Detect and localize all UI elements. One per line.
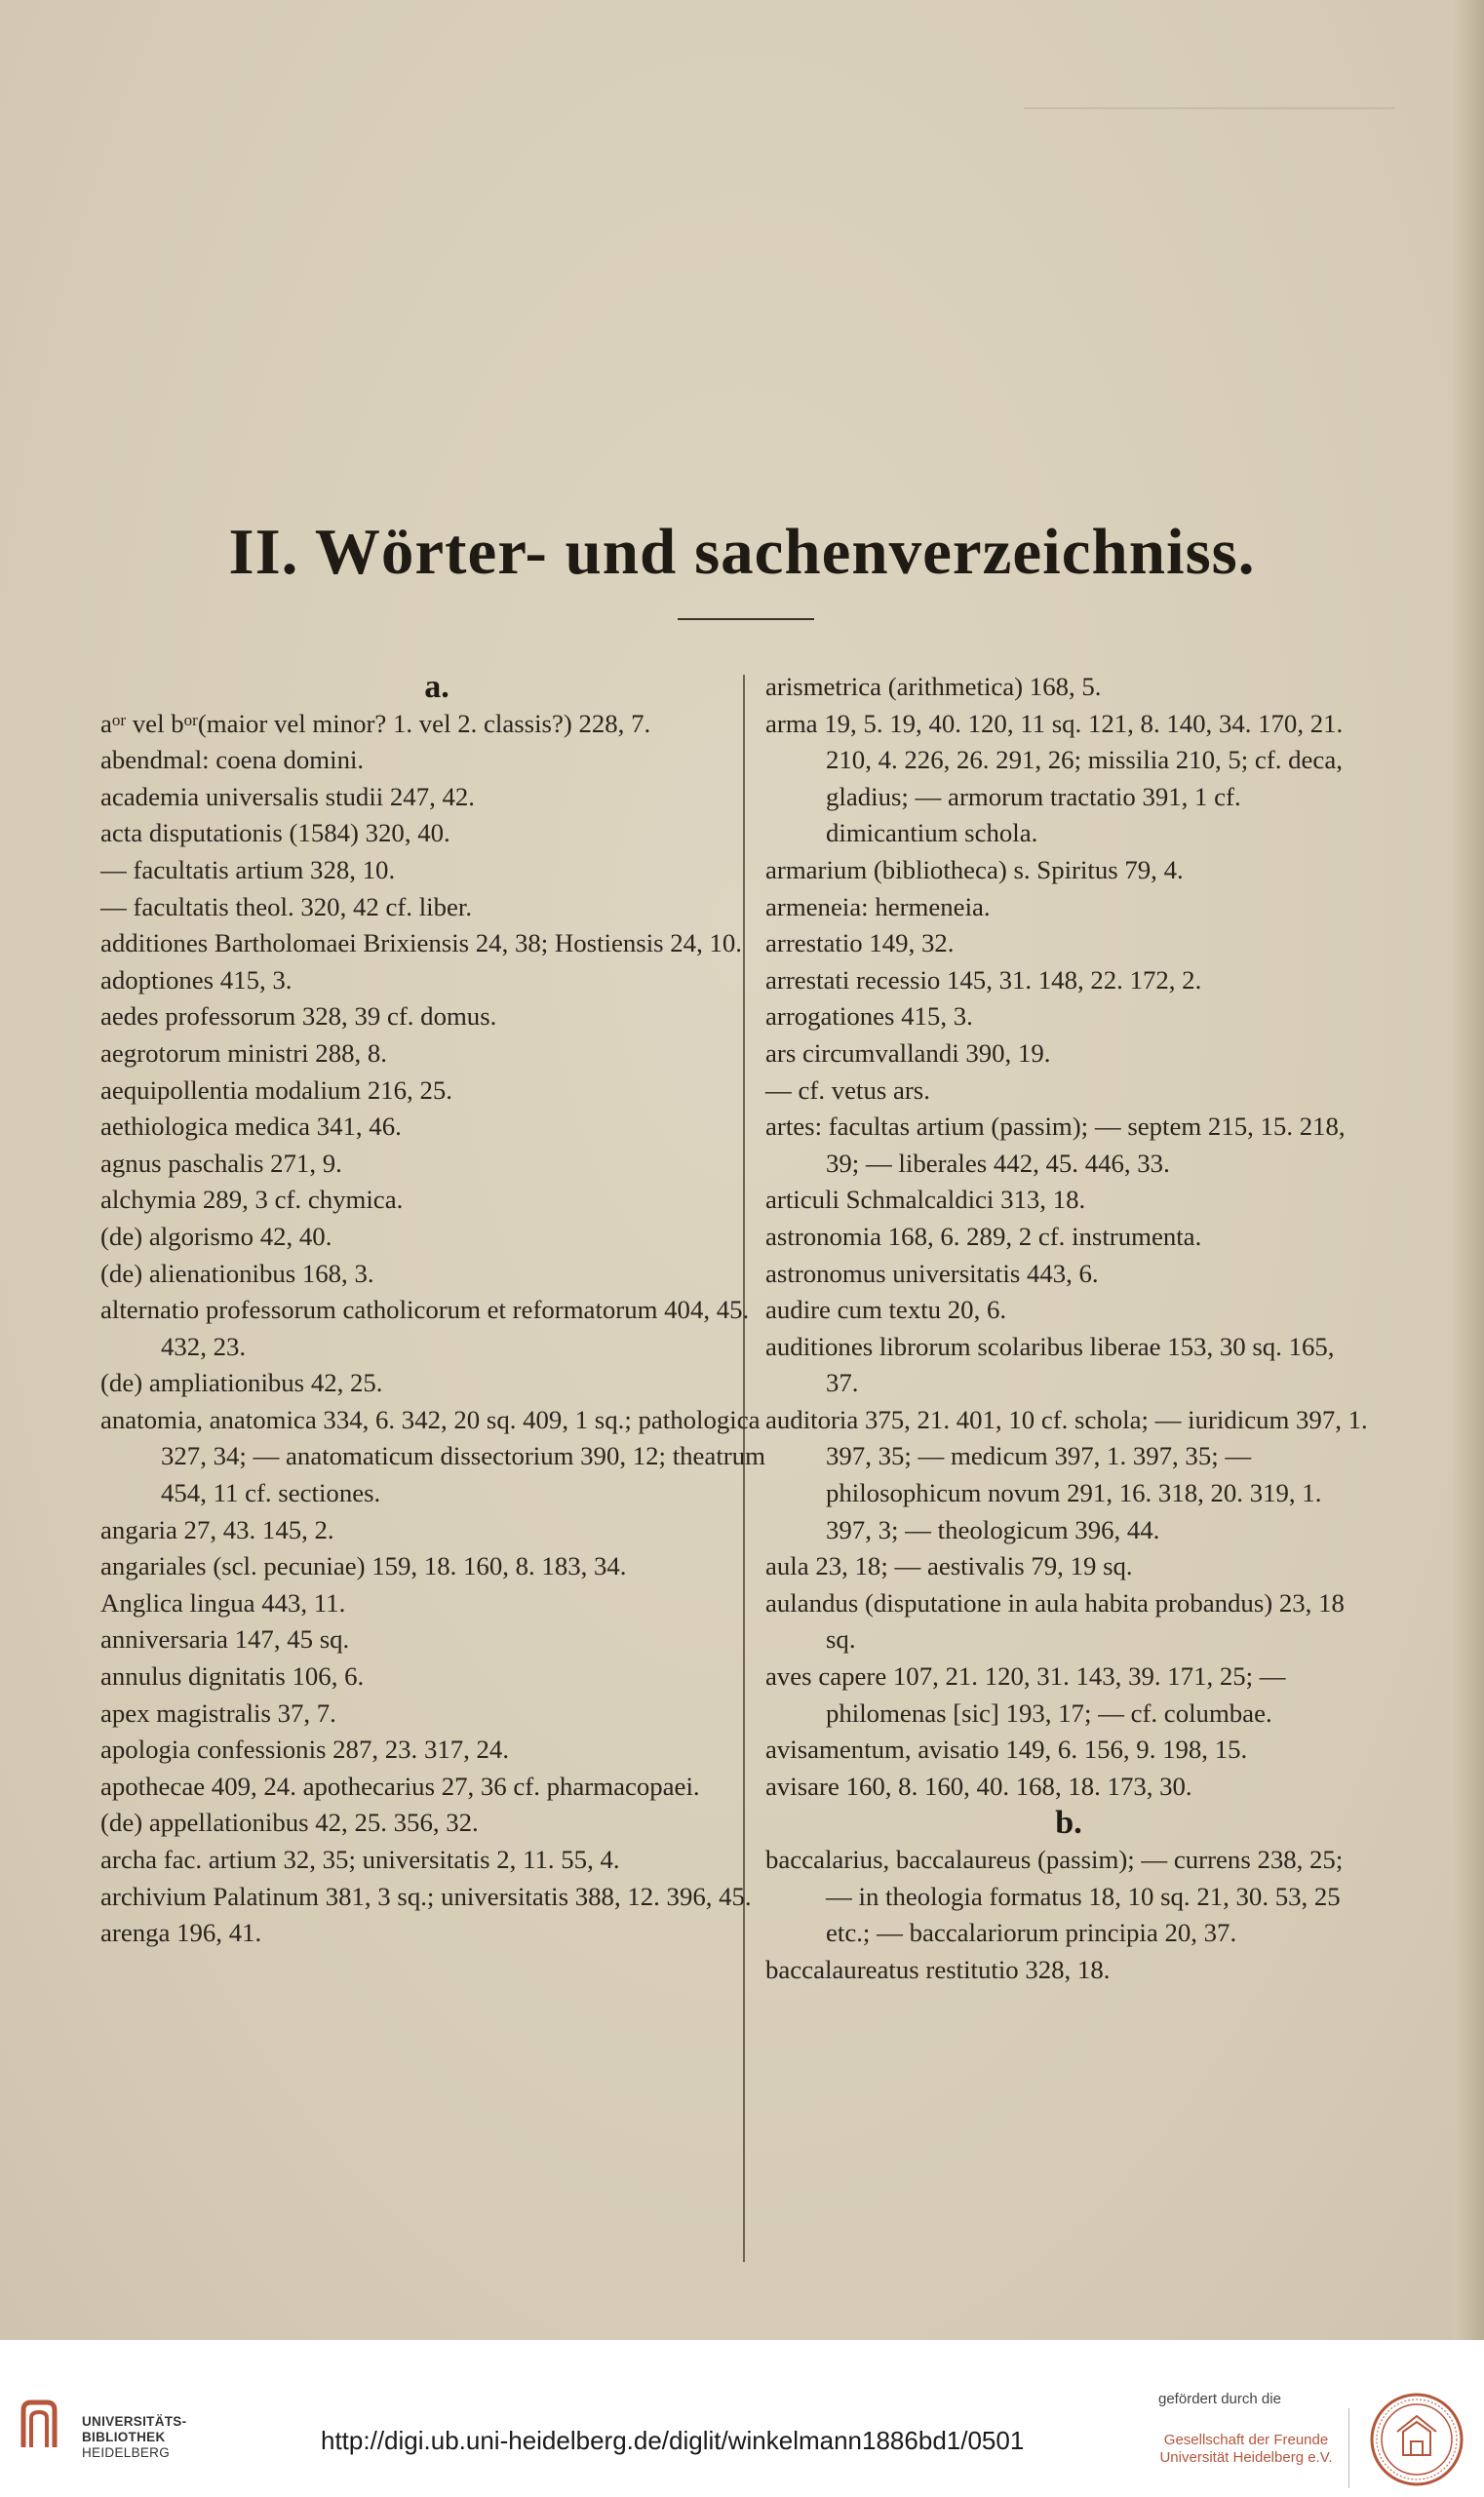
index-entry: archivium Palatinum 381, 3 sq.; universitatis 388, 12. 396, 45. [100,1881,752,1911]
first-entry-rest-2: (maior vel minor? 1. vel 2. classis?) 228, 7. [197,708,651,738]
index-entry: aethiologica medica 341, 46. [100,1112,402,1142]
index-entry: apothecae 409, 24. apothecarius 27, 36 cf. pharmacopaei. [100,1771,700,1801]
index-entry: annulus dignitatis 106, 6. [100,1661,365,1692]
digitization-footer [0,2340,1484,2497]
index-entry: auditoria 375, 21. 401, 10 cf. schola; — iuridicum 397, 1. 397, 35; — medicum 397, 1. 397, 35; — philosophicum novum 291, 16. 318, 20. 319, 1. 397, 3; — theologicum 396, 44. [765,1404,1368,1544]
index-entry: armeneia: hermeneia. [765,891,991,921]
index-entry: arismetrica (arithmetica) 168, 5. [765,672,1102,701]
index-entry: apex magistralis 37, 7. [100,1697,336,1728]
index-entry: alchymia 289, 3 cf. chymica. [100,1185,404,1215]
index-entry: — cf. vetus ars. [765,1074,930,1105]
index-entry: — facultatis artium 328, 10. [100,854,396,884]
index-entry: anniversaria 147, 45 sq. [100,1624,350,1655]
index-entry: avisamentum, avisatio 149, 6. 156, 9. 198, 15. [765,1735,1248,1765]
index-entry: (de) algorismo 42, 40. [100,1221,332,1251]
index-entry: — facultatis theol. 320, 42 cf. liber. [100,891,473,921]
sponsor-line-1: Gesellschaft der Freunde [1163,2432,1329,2448]
index-entry: (de) appellationibus 42, 25. 356, 32. [100,1808,479,1838]
index-entry: angaria 27, 43. 145, 2. [100,1514,334,1544]
index-entry: aves capere 107, 21. 120, 31. 143, 39. 171, 25; — philomenas [sic] 193, 17; — cf. columbae. [765,1661,1286,1728]
first-entry-b: b [171,708,184,738]
index-entry: arrestati recessio 145, 31. 148, 22. 172, 2. [765,964,1202,995]
index-entry: adoptiones 415, 3. [100,964,293,995]
sponsor-line-2: Universität Heidelberg e.V. [1159,2449,1333,2466]
index-entry: additiones Bartholomaei Brixiensis 24, 38; Hostiensis 24, 10. [100,928,742,958]
index-entry: aulandus (disputatione in aula habita probandus) 23, 18 sq. [765,1587,1345,1655]
index-entry: Anglica lingua 443, 11. [100,1587,346,1618]
index-entry: baccalaureatus restitutio 328, 18. [765,1954,1111,1984]
index-entry: (de) alienationibus 168, 3. [100,1258,374,1288]
first-entry-a-sup: or [111,710,127,729]
index-entry: arrestatio 149, 32. [765,928,955,958]
index-entry: astronomia 168, 6. 289, 2 cf. instrumenta. [765,1221,1202,1251]
index-entry [100,706,773,743]
footer-divider [1348,2408,1349,2488]
first-entry-rest-1: vel [132,708,165,738]
index-entry: angariales (scl. pecuniae) 159, 18. 160, 8. 183, 34. [100,1551,627,1581]
index-entry: agnus paschalis 271, 9. [100,1148,342,1178]
index-entry: arma 19, 5. 19, 40. 120, 11 sq. 121, 8. 140, 34. 170, 21. 210, 4. 226, 26. 291, 26; missilia 210, 5; cf. deca, gladius; — armorum tractatio 391, 1 cf. dimicantium schola. [765,708,1344,848]
index-entry: aula 23, 18; — aestivalis 79, 19 sq. [765,1551,1133,1581]
index-entry: arrogationes 415, 3. [765,1001,973,1032]
index-entry: armarium (bibliotheca) s. Spiritus 79, 4. [765,854,1184,884]
index-entry: apologia confessionis 287, 23. 317, 24. [100,1735,510,1765]
section-heading-b: b. [1055,1805,1082,1842]
library-name [82,2414,186,2461]
index-entry: audire cum textu 20, 6. [765,1295,1007,1325]
index-entry: arenga 196, 41. [100,1918,262,1948]
index-entry: aequipollentia modalium 216, 25. [100,1074,452,1105]
index-entry: acta disputationis (1584) 320, 40. [100,818,450,848]
index-entry: articuli Schmalcaldici 313, 18. [765,1185,1086,1215]
permalink-url[interactable]: http://digi.ub.uni-heidelberg.de/diglit/winkelmann1886bd1/0501 [321,2426,1025,2455]
index-entry: (de) ampliationibus 42, 25. [100,1368,383,1398]
index-entry: avisare 160, 8. 160, 40. 168, 18. 173, 30. [765,1771,1192,1801]
left-column [100,669,773,1952]
index-entry: aegrotorum ministri 288, 8. [100,1037,387,1068]
index-entry: auditiones librorum scolaribus liberae 153, 30 sq. 165, 37. [765,1331,1335,1398]
title-rule [678,618,814,620]
index-entry: anatomia, anatomica 334, 6. 342, 20 sq. 409, 1 sq.; pathologica 327, 34; — anatomaticum dissectorium 390, 12; theatrum 454, 11 cf. sectiones. [100,1404,765,1508]
index-entry: baccalarius, baccalaureus (passim); — currens 238, 25; — in theologia formatus 18, 10 sq. 21, 30. 53, 25 etc.; — baccalariorum principia 20, 37. [765,1845,1344,1948]
library-line-2: BIBLIOTHEK [82,2430,166,2444]
right-column [765,669,1372,1988]
index-entry: ars circumvallandi 390, 19. [765,1037,1051,1068]
first-entry-b-sup: or [183,710,198,729]
index-entry: alternatio professorum catholicorum et reformatorum 404, 45. 432, 23. [100,1295,750,1361]
library-line-1: UNIVERSITÄTS- [82,2414,187,2429]
university-seal-icon [1368,2391,1465,2488]
sponsor-name [1149,2432,1344,2467]
page-title: II. Wörter- und sachenverzeichniss. [228,516,1256,588]
index-entry: aedes professorum 328, 39 cf. domus. [100,1001,497,1032]
index-entry: abendmal: coena domini. [100,745,365,775]
index-entry: academia universalis studii 247, 42. [100,781,476,811]
university-library-logo-icon [18,2397,60,2455]
index-entry: archa fac. artium 32, 35; universitatis 2, 11. 55, 4. [100,1845,620,1874]
page-spine-shadow [1453,0,1484,2340]
library-line-3: HEIDELBERG [82,2445,171,2460]
index-entry: astronomus universitatis 443, 6. [765,1258,1099,1288]
first-entry-a: a [100,708,112,738]
funded-by-text: gefördert durch die [1158,2391,1281,2407]
index-entry: artes: facultas artium (passim); — septem 215, 15. 218, 39; — liberales 442, 45. 446, 33. [765,1112,1346,1178]
section-heading-a: a. [424,669,449,705]
bleed-through-mark [1024,107,1394,109]
